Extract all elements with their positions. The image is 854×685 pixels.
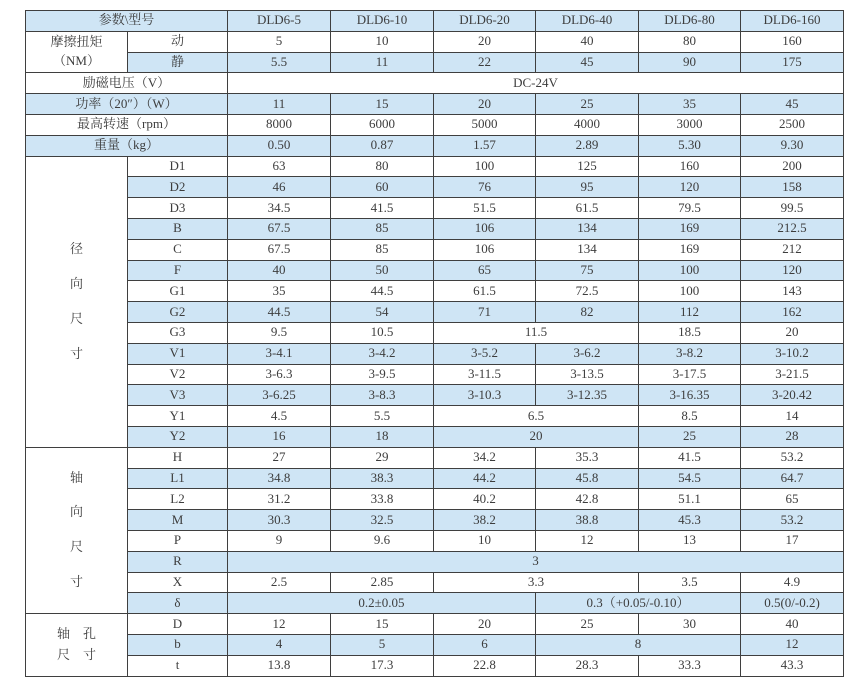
section-label-line: 尺 寸 bbox=[56, 646, 96, 662]
value-cell: 20 bbox=[741, 322, 844, 343]
value-cell: 79.5 bbox=[639, 198, 741, 219]
model-header-cell: DLD6-80 bbox=[639, 11, 741, 32]
value-cell: 160 bbox=[639, 156, 741, 177]
model-header-cell: DLD6-5 bbox=[228, 11, 331, 32]
value-cell: 120 bbox=[741, 260, 844, 281]
value-cell: 5.30 bbox=[639, 135, 741, 156]
value-cell: 80 bbox=[331, 156, 434, 177]
value-cell: 46 bbox=[228, 177, 331, 198]
value-cell: 25 bbox=[639, 426, 741, 447]
table-row bbox=[26, 302, 844, 323]
max-speed-label: 最高转速（rpm） bbox=[26, 114, 228, 135]
value-cell: 125 bbox=[536, 156, 639, 177]
value-cell: 67.5 bbox=[228, 218, 331, 239]
table-row bbox=[26, 489, 844, 510]
value-cell: 1.57 bbox=[434, 135, 536, 156]
value-cell: 45.3 bbox=[639, 510, 741, 531]
table-row bbox=[26, 198, 844, 219]
value-cell: 76 bbox=[434, 177, 536, 198]
value-cell: 3.3 bbox=[434, 572, 639, 593]
value-cell: 28.3 bbox=[536, 655, 639, 676]
value-cell: 95 bbox=[536, 177, 639, 198]
value-cell: 12 bbox=[536, 530, 639, 551]
value-cell: 3-12.35 bbox=[536, 385, 639, 406]
value-cell: 3-5.2 bbox=[434, 343, 536, 364]
value-cell: 44.5 bbox=[228, 302, 331, 323]
value-cell: 15 bbox=[331, 614, 434, 635]
model-header-cell: DLD6-40 bbox=[536, 11, 639, 32]
value-cell: 40.2 bbox=[434, 489, 536, 510]
voltage-value: DC-24V bbox=[228, 73, 844, 94]
value-cell: 2.85 bbox=[331, 572, 434, 593]
section-label-char: 尺 bbox=[69, 310, 83, 326]
row-label-cell: t bbox=[128, 655, 228, 676]
value-cell: 10 bbox=[434, 530, 536, 551]
value-cell: 3.5 bbox=[639, 572, 741, 593]
value-cell: 0.50 bbox=[228, 135, 331, 156]
value-cell: 2500 bbox=[741, 114, 844, 135]
table-row bbox=[26, 530, 844, 551]
value-cell: 18.5 bbox=[639, 322, 741, 343]
value-cell: 8.5 bbox=[639, 406, 741, 427]
value-cell: 25 bbox=[536, 614, 639, 635]
row-label-cell: C bbox=[128, 239, 228, 260]
row-label-cell: D3 bbox=[128, 198, 228, 219]
table-row bbox=[26, 551, 844, 572]
value-cell: 14 bbox=[741, 406, 844, 427]
value-cell: 31.2 bbox=[228, 489, 331, 510]
value-cell: 4000 bbox=[536, 114, 639, 135]
row-label-cell: b bbox=[128, 634, 228, 655]
value-cell: 41.5 bbox=[331, 198, 434, 219]
table-row bbox=[26, 510, 844, 531]
table-row bbox=[26, 406, 844, 427]
radial-section-label bbox=[26, 156, 128, 447]
table-row bbox=[26, 260, 844, 281]
value-cell: 80 bbox=[639, 31, 741, 52]
row-label-cell: V3 bbox=[128, 385, 228, 406]
row-label-cell: M bbox=[128, 510, 228, 531]
table-row bbox=[26, 655, 844, 676]
value-cell: 90 bbox=[639, 52, 741, 73]
value-cell: 100 bbox=[639, 260, 741, 281]
value-cell: 38.2 bbox=[434, 510, 536, 531]
value-cell: 200 bbox=[741, 156, 844, 177]
table-row bbox=[26, 31, 844, 52]
table-row bbox=[26, 11, 844, 32]
section-label-char: 寸 bbox=[69, 574, 83, 590]
value-cell: 3 bbox=[228, 551, 844, 572]
value-cell: 120 bbox=[639, 177, 741, 198]
value-cell: 8000 bbox=[228, 114, 331, 135]
table-row bbox=[26, 281, 844, 302]
table-row bbox=[26, 447, 844, 468]
table-row bbox=[26, 239, 844, 260]
bore-section-label bbox=[26, 614, 128, 676]
value-cell: 61.5 bbox=[434, 281, 536, 302]
value-cell: 18 bbox=[331, 426, 434, 447]
value-cell: 63 bbox=[228, 156, 331, 177]
value-cell: 6 bbox=[434, 634, 536, 655]
value-cell: 106 bbox=[434, 218, 536, 239]
table-row bbox=[26, 634, 844, 655]
value-cell: 17 bbox=[741, 530, 844, 551]
row-label-cell: G1 bbox=[128, 281, 228, 302]
table-row bbox=[26, 156, 844, 177]
row-label-cell: G3 bbox=[128, 322, 228, 343]
value-cell: 169 bbox=[639, 218, 741, 239]
value-cell: 3-9.5 bbox=[331, 364, 434, 385]
value-cell: 44.5 bbox=[331, 281, 434, 302]
table-row bbox=[26, 426, 844, 447]
table-row bbox=[26, 614, 844, 635]
value-cell: 71 bbox=[434, 302, 536, 323]
value-cell: 0.3（+0.05/-0.10） bbox=[536, 593, 741, 614]
value-cell: 42.8 bbox=[536, 489, 639, 510]
value-cell: 61.5 bbox=[536, 198, 639, 219]
section-label-char: 向 bbox=[69, 504, 83, 520]
value-cell: 41.5 bbox=[639, 447, 741, 468]
table-row bbox=[26, 52, 844, 73]
row-label-cell: H bbox=[128, 447, 228, 468]
value-cell: 34.8 bbox=[228, 468, 331, 489]
value-cell: 40 bbox=[536, 31, 639, 52]
value-cell: 28 bbox=[741, 426, 844, 447]
value-cell: 5 bbox=[331, 634, 434, 655]
row-label-cell: δ bbox=[128, 593, 228, 614]
value-cell: 40 bbox=[741, 614, 844, 635]
value-cell: 3-11.5 bbox=[434, 364, 536, 385]
table-row bbox=[26, 343, 844, 364]
value-cell: 20 bbox=[434, 94, 536, 115]
spec-table bbox=[25, 10, 844, 677]
value-cell: 160 bbox=[741, 31, 844, 52]
value-cell: 3-16.35 bbox=[639, 385, 741, 406]
table-row bbox=[26, 135, 844, 156]
value-cell: 22 bbox=[434, 52, 536, 73]
row-label-cell: G2 bbox=[128, 302, 228, 323]
value-cell: 212 bbox=[741, 239, 844, 260]
value-cell: 3-6.3 bbox=[228, 364, 331, 385]
value-cell: 6.5 bbox=[434, 406, 639, 427]
friction-torque-label bbox=[26, 31, 128, 73]
value-cell: 22.8 bbox=[434, 655, 536, 676]
value-cell: 4 bbox=[228, 634, 331, 655]
value-cell: 2.5 bbox=[228, 572, 331, 593]
value-cell: 15 bbox=[331, 94, 434, 115]
table-row bbox=[26, 468, 844, 489]
value-cell: 20 bbox=[434, 31, 536, 52]
value-cell: 143 bbox=[741, 281, 844, 302]
value-cell: 3-13.5 bbox=[536, 364, 639, 385]
value-cell: 3-10.3 bbox=[434, 385, 536, 406]
value-cell: 3-21.5 bbox=[741, 364, 844, 385]
row-label-cell: F bbox=[128, 260, 228, 281]
value-cell: 3-17.5 bbox=[639, 364, 741, 385]
row-label-cell: Y2 bbox=[128, 426, 228, 447]
value-cell: 134 bbox=[536, 239, 639, 260]
value-cell: 3-10.2 bbox=[741, 343, 844, 364]
section-label-char: 径 bbox=[69, 240, 83, 256]
value-cell: 212.5 bbox=[741, 218, 844, 239]
table-row bbox=[26, 572, 844, 593]
value-cell: 11 bbox=[228, 94, 331, 115]
value-cell: 5.5 bbox=[331, 406, 434, 427]
value-cell: 5.5 bbox=[228, 52, 331, 73]
section-label-char: 寸 bbox=[69, 345, 83, 361]
value-cell: 33.3 bbox=[639, 655, 741, 676]
value-cell: 10 bbox=[331, 31, 434, 52]
value-cell: 27 bbox=[228, 447, 331, 468]
table-row bbox=[26, 218, 844, 239]
value-cell: 67.5 bbox=[228, 239, 331, 260]
row-label-cell: V1 bbox=[128, 343, 228, 364]
value-cell: 38.8 bbox=[536, 510, 639, 531]
value-cell: 99.5 bbox=[741, 198, 844, 219]
value-cell: 3-6.25 bbox=[228, 385, 331, 406]
value-cell: 53.2 bbox=[741, 447, 844, 468]
value-cell: 12 bbox=[741, 634, 844, 655]
table-row bbox=[26, 94, 844, 115]
value-cell: 9.5 bbox=[228, 322, 331, 343]
value-cell: 3-8.2 bbox=[639, 343, 741, 364]
row-label-cell: D1 bbox=[128, 156, 228, 177]
row-label-cell: B bbox=[128, 218, 228, 239]
value-cell: 54 bbox=[331, 302, 434, 323]
value-cell: 75 bbox=[536, 260, 639, 281]
section-label-char: 轴 bbox=[69, 469, 83, 485]
value-cell: 100 bbox=[639, 281, 741, 302]
value-cell: 32.5 bbox=[331, 510, 434, 531]
friction-torque-label-line1: 摩擦扭矩 bbox=[50, 34, 103, 50]
value-cell: 0.2±0.05 bbox=[228, 593, 536, 614]
friction-torque-label-line2: （NM） bbox=[53, 53, 100, 69]
table-row bbox=[26, 177, 844, 198]
row-label-cell: Y1 bbox=[128, 406, 228, 427]
value-cell: 9.6 bbox=[331, 530, 434, 551]
value-cell: 45.8 bbox=[536, 468, 639, 489]
value-cell: 20 bbox=[434, 614, 536, 635]
section-label-char: 尺 bbox=[69, 539, 83, 555]
table-row bbox=[26, 385, 844, 406]
value-cell: 11.5 bbox=[434, 322, 639, 343]
value-cell: 0.5(0/-0.2) bbox=[741, 593, 844, 614]
value-cell: 4.9 bbox=[741, 572, 844, 593]
value-cell: 3000 bbox=[639, 114, 741, 135]
value-cell: 8 bbox=[536, 634, 741, 655]
value-cell: 35.3 bbox=[536, 447, 639, 468]
value-cell: 106 bbox=[434, 239, 536, 260]
value-cell: 9.30 bbox=[741, 135, 844, 156]
value-cell: 33.8 bbox=[331, 489, 434, 510]
value-cell: 112 bbox=[639, 302, 741, 323]
row-label-cell: R bbox=[128, 551, 228, 572]
param-model-header: 参数\型号 bbox=[26, 11, 228, 32]
axial-section-label bbox=[26, 447, 128, 613]
value-cell: 13 bbox=[639, 530, 741, 551]
value-cell: 30.3 bbox=[228, 510, 331, 531]
value-cell: 4.5 bbox=[228, 406, 331, 427]
value-cell: 12 bbox=[228, 614, 331, 635]
row-label-cell: D bbox=[128, 614, 228, 635]
value-cell: 43.3 bbox=[741, 655, 844, 676]
value-cell: 53.2 bbox=[741, 510, 844, 531]
value-cell: 44.2 bbox=[434, 468, 536, 489]
row-label-cell: L2 bbox=[128, 489, 228, 510]
value-cell: 45 bbox=[536, 52, 639, 73]
value-cell: 45 bbox=[741, 94, 844, 115]
row-label-cell: L1 bbox=[128, 468, 228, 489]
value-cell: 40 bbox=[228, 260, 331, 281]
value-cell: 3-20.42 bbox=[741, 385, 844, 406]
table-row bbox=[26, 364, 844, 385]
table-row bbox=[26, 114, 844, 135]
value-cell: 3-6.2 bbox=[536, 343, 639, 364]
value-cell: 29 bbox=[331, 447, 434, 468]
row-label-cell: V2 bbox=[128, 364, 228, 385]
value-cell: 9 bbox=[228, 530, 331, 551]
value-cell: 38.3 bbox=[331, 468, 434, 489]
value-cell: 54.5 bbox=[639, 468, 741, 489]
value-cell: 34.5 bbox=[228, 198, 331, 219]
value-cell: 2.89 bbox=[536, 135, 639, 156]
model-header-cell: DLD6-160 bbox=[741, 11, 844, 32]
row-label-cell: D2 bbox=[128, 177, 228, 198]
voltage-label: 励磁电压（V） bbox=[26, 73, 228, 94]
value-cell: 3-8.3 bbox=[331, 385, 434, 406]
value-cell: 20 bbox=[434, 426, 639, 447]
value-cell: 35 bbox=[228, 281, 331, 302]
value-cell: 169 bbox=[639, 239, 741, 260]
power-label: 功率（20″）（W） bbox=[26, 94, 228, 115]
weight-label: 重量（kg） bbox=[26, 135, 228, 156]
value-cell: 17.3 bbox=[331, 655, 434, 676]
value-cell: 10.5 bbox=[331, 322, 434, 343]
value-cell: 11 bbox=[331, 52, 434, 73]
model-header-cell: DLD6-10 bbox=[331, 11, 434, 32]
value-cell: 6000 bbox=[331, 114, 434, 135]
value-cell: 134 bbox=[536, 218, 639, 239]
section-label-line: 轴 孔 bbox=[56, 625, 96, 641]
value-cell: 25 bbox=[536, 94, 639, 115]
value-cell: 13.8 bbox=[228, 655, 331, 676]
value-cell: 0.87 bbox=[331, 135, 434, 156]
value-cell: 65 bbox=[434, 260, 536, 281]
value-cell: 5000 bbox=[434, 114, 536, 135]
value-cell: 72.5 bbox=[536, 281, 639, 302]
value-cell: 158 bbox=[741, 177, 844, 198]
value-cell: 3-4.1 bbox=[228, 343, 331, 364]
value-cell: 51.1 bbox=[639, 489, 741, 510]
value-cell: 175 bbox=[741, 52, 844, 73]
value-cell: 82 bbox=[536, 302, 639, 323]
value-cell: 100 bbox=[434, 156, 536, 177]
value-cell: 60 bbox=[331, 177, 434, 198]
row-label-cell: P bbox=[128, 530, 228, 551]
table-row bbox=[26, 73, 844, 94]
table-row bbox=[26, 593, 844, 614]
row-label-cell: 动 bbox=[128, 31, 228, 52]
value-cell: 50 bbox=[331, 260, 434, 281]
value-cell: 35 bbox=[639, 94, 741, 115]
value-cell: 34.2 bbox=[434, 447, 536, 468]
value-cell: 65 bbox=[741, 489, 844, 510]
value-cell: 16 bbox=[228, 426, 331, 447]
value-cell: 5 bbox=[228, 31, 331, 52]
value-cell: 85 bbox=[331, 218, 434, 239]
value-cell: 64.7 bbox=[741, 468, 844, 489]
table-row bbox=[26, 322, 844, 343]
section-label-char: 向 bbox=[69, 275, 83, 291]
value-cell: 30 bbox=[639, 614, 741, 635]
row-label-cell: X bbox=[128, 572, 228, 593]
model-header-cell: DLD6-20 bbox=[434, 11, 536, 32]
value-cell: 85 bbox=[331, 239, 434, 260]
value-cell: 51.5 bbox=[434, 198, 536, 219]
value-cell: 3-4.2 bbox=[331, 343, 434, 364]
row-label-cell: 静 bbox=[128, 52, 228, 73]
value-cell: 162 bbox=[741, 302, 844, 323]
